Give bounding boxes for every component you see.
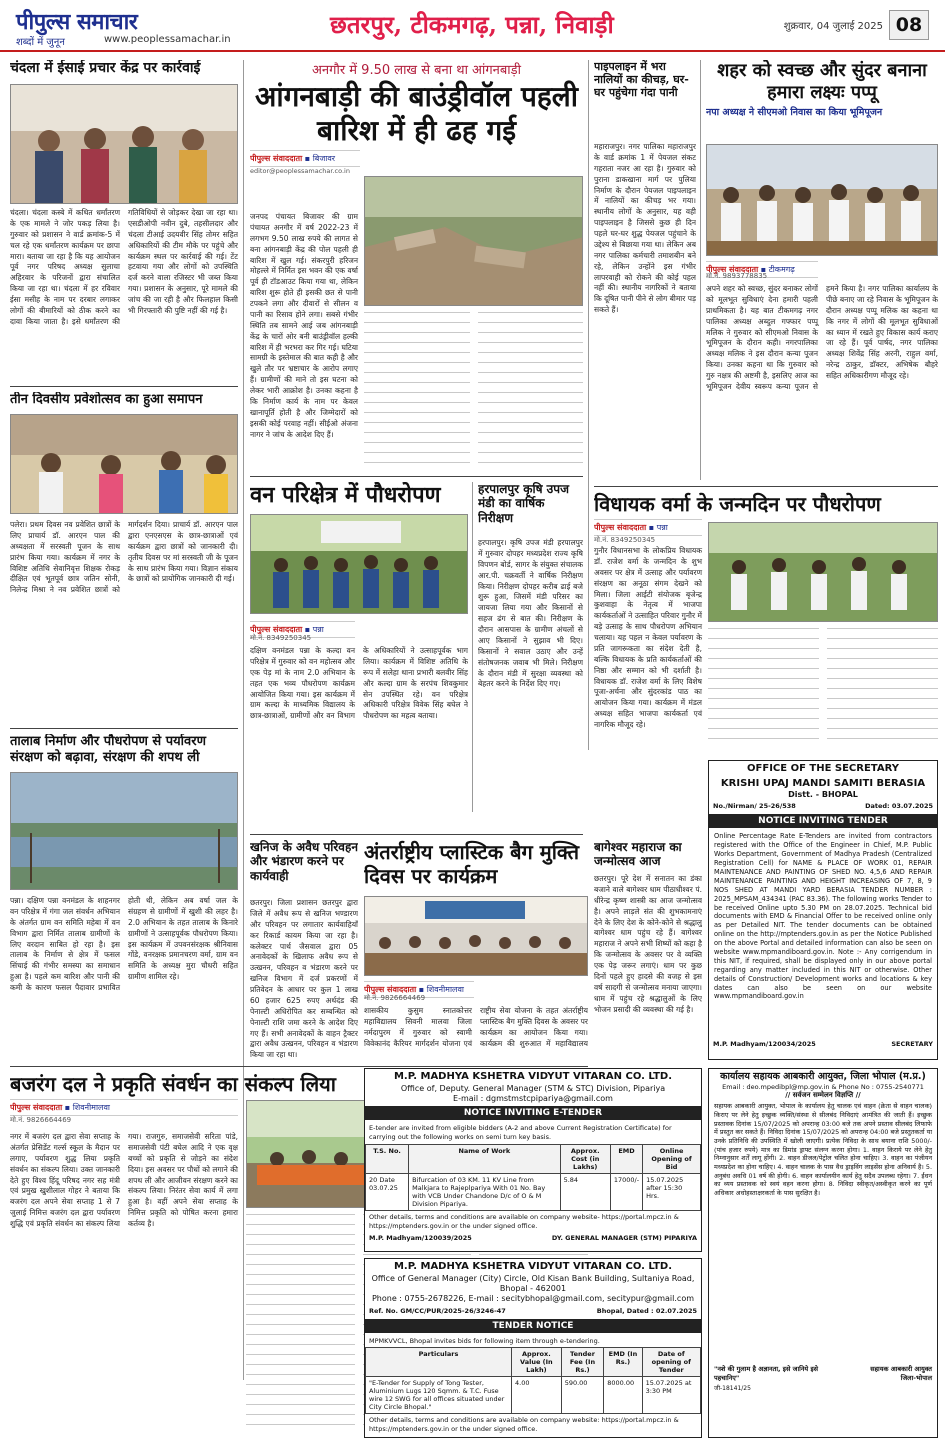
table-header: Tender Fee (In Rs.): [561, 1348, 604, 1377]
notice-email: Email : deo.mpedibpl@mp.gov.in & Phone No : 0755-2540771: [722, 1082, 924, 1091]
story-anganwadi: [250, 60, 583, 470]
photo-church-raid: [10, 84, 238, 204]
table-header-row: [366, 1144, 701, 1173]
story-body: नगर में बजरंग दल द्वारा सेवा सप्ताह के अंतर्गत प्रेसिडेंट गर्ल्स स्कूल के मैदान पर लगाए, पर्यावरण शुद्ध लिया प्रकृति संवर्धन का संकल्प लिया। उक्त जानकारी देते हुए विश्व हिंदू परिषद नगर सह मंत्री एवं प्रमुख खुशीलाल गोहर ने बताया कि बजरंग दल अपने सेवा सप्ताह 1 से 7 जुलाई निमित्त बजरंग दल द्वारा पर्यावरण शुद्धि एवं प्रकृति संवर्धन का संकल्प लिया गया। राजगुरु, समाजसेवी सरिता पांडे, समाजसेवी पंटी बघेल आदि ने एक वृक्ष बच्चों को प्रकृति से जोड़ने का संदेश दिया। इस अवसर पर पौधों को लगाने की शपथ ली और आजीवन संरक्षण करने का संकल्प लिया। निरंतर सेवा कार्य में लगा हुआ है। वहीं अपने सेवा सप्ताह के निमित्त प्रकृति को पोषित करना हमारा कर्तव्य है।: [10, 1132, 238, 1228]
story-kicker: अनगौर में 9.50 लाख से बना था आंगनबाड़ी: [311, 63, 521, 78]
divider: [250, 834, 583, 835]
site-url[interactable]: www.peoplessamachar.in: [104, 34, 231, 45]
photo-van-image: [251, 515, 468, 614]
byline: पीपुल्स संवाददाता ▪ टीकमगढ़: [706, 261, 818, 278]
byline: पीपुल्स संवाददाता ▪ बिजावर: [250, 150, 360, 167]
notice-sign-2: जिला-भोपाल: [900, 1374, 932, 1383]
notice-signatory: [870, 1364, 932, 1382]
story-plastic: [364, 840, 588, 1060]
tender-footer-left: M.P. Madhyam/120034/2025: [713, 1040, 816, 1049]
reporter-mobile: मो.नं. 9893778835: [706, 272, 768, 280]
table-cell: 17000/-: [610, 1173, 642, 1210]
story-body: जनपद पंचायत बिजावर की ग्राम पंचायत अनगौर में वर्ष 2022-23 में लगभग 9.50 लाख रुपये की लागत से बना आंगनबाड़ी केंद्र की पोल पहली ही बारिश में खुल गई। संकरपुरी हरिजन मोहल्ले में निर्मित इस भवन की एक वर्षा पूर्व ही टॉडआउट किया गया था, लेकिन बारिश शुरू होते ही इसकी छत से पानी टपकने लगा और दीवारों से सीलन व पानी का रिसाव होने लगा। सबसे गंभीर स्थिति तब सामने आई जब आंगनबाड़ी केंद्र के चारों ओर बनी बाउंड्रीवॉल हल्की बारिश में ही भरभरा कर गिर गई। घटिया सामग्री के इस्तेमाल की बात कही है और खुले तौर पर भ्रष्टाचार के आरोप लगाए हैं। ग्रामीणों की माने तो इस घटना को लेकर भारी आक्रोश है। उनका कहना है कि निर्माण कार्य के नाम पर केवल खानापूर्ति होती है और जिम्मेदारों को इसकी कोई परवाह नहीं। सीईओ अंजना नागर ने जांच के आदेश दिए हैं।: [250, 212, 358, 439]
tender-org: M.P. MADHYA KSHETRA VIDYUT VITARAN CO. LTD.: [393, 1071, 673, 1082]
story-shahar: [706, 60, 938, 480]
photo-van: [250, 514, 468, 614]
tender-table: [365, 1347, 701, 1414]
story-body: पन्ना। दक्षिण पन्ना वनमंडल के शाहनगर वन परिक्षेत्र में गंगा जल संवर्धन अभियान के अंतर्गत ग्राम वन समिति महेबा में वन विभाग द्वारा निर्मित तालाब ग्रामीणों के लिए वरदान साबित हो रहा है। इस तालाब के निर्माण से क्षेत्र में फसल सिंचाई की गंभीर समस्या का समाधान हुआ है। पहले कम बारिश और पानी की कमी के कारण फसल पैदावार प्रभावित होती थी, लेकिन अब वर्षा जल के संग्रहण से ग्रामीणों में खुशी की लहर है। 2.0 अभियान के तहत तालाब के किनारे ग्रामीणों ने उत्साहपूर्वक पौधरोपण किया। इस कार्यक्रम में उपवनसंरक्षक श्रीनिवास गोंडे, वनरक्षक प्रमानचरण वर्मा, ग्राम वन समिति के अध्यक्ष मुरा चौधरी सहित ग्रामीण शामिल रहे।: [10, 896, 238, 992]
tender-footer: [709, 1038, 937, 1050]
photo-anganwadi-wall: [364, 176, 583, 306]
story-body-continued: [708, 628, 938, 754]
story-bageshwar: [594, 840, 702, 1060]
byline-paper: पीपुल्स संवाददाता: [250, 154, 303, 164]
tender-no: No./Nirman/ 25-26/538: [713, 802, 796, 811]
issue-date: शुक्रवार, 04 जुलाई 2025: [783, 21, 883, 32]
divider: [594, 486, 938, 487]
photo-vidhayak: [708, 522, 938, 622]
story-body: अपने शहर को स्वच्छ, सुंदर बनाकर लोगों को मूलभूत सुविधाएं देना हमारी पहली प्राथमिकता है। यह बात टीकमगढ़ नगर पालिका अध्यक्ष अब्दुल गफ्फार पप्पू मलिक ने गुरुवार को सीएमओ निवास के भूमिपूजन के दौरान कही। नगरपालिका अध्यक्ष मलिक ने इस दौरान कन्या पूजन किया। उनका कहना था कि गुरुवार को गुरु नक्षत्र की अष्टमी है, इसलिए आज का भूमिपूजन देवीय स्वरूप कन्या पूजन से हमने किया है। नगर पालिका कार्यालय के पीछे बनाए जा रहे निवास के भूमिपूजन के दौरान अध्यक्ष पप्पू मलिक का कहना था कि नगर में लोगों की मूलभूत सुविधाओं का ध्यान में रखते हुए विकास कार्य कराए जा रहे हैं। पूर्व पार्षद, नगर पालिका अध्यक्ष शिवेंद्र सिंह अरनी, राहुल वर्मा, नरेन्द्र ठाकुर, डॉक्टर, अभिषेक बौहरे सहित अधिकारीगण मौजूद रहे।: [706, 284, 938, 391]
byline: पीपुल्स संवाददाता ▪ शिवनीमालवा: [364, 981, 474, 998]
lead-headline[interactable]: आंगनबाड़ी की बाउंड्रीवॉल पहली बारिश में ही ढह गई: [254, 80, 579, 147]
story-subhead: नपा अध्यक्ष ने सीएमओ निवास का किया भूमिपूजन: [706, 107, 883, 119]
table-cell: "E-Tender for Supply of Tong Tester, Aluminium Lugs 120 Sqmm. & T.C. Fuse wire 12 SWG for all offices situated under City Circle Bhopal.": [366, 1377, 512, 1414]
column-rule: [700, 60, 701, 480]
tender-office: Office of, Deputy. General Manager (STM & STC) Division, Pipariya: [400, 1083, 666, 1093]
tender-body: Online Percentage Rate E-Tenders are invited from contractors registered with the Office of the Engineer in Chief, M.P. Public Works Department, Government of Madhya Pradesh (Centralized Registration Cell) for NAME & PLACE OF WORK 01, REPAIR MAINTENANCE AND PAINTING OF SHED NO. 4,5,6 AND REPAIR MAINTENANCE PAINTING AND HEIGHT INCREASING OF 7, 8, 9 NOS SHED AT MANDI YARD BERASIA TENDER NUMBER : 2025_MPSAM_434341 (PAC 83.36). The following works Tender to be received Online upto 5.30 PM on 28.07.2025. Technical bid documents with EMD & Financial Offer to be received online only as per Detailed NIT. The tender documents can be obtained online on the http://mptenders.gov.in as per the Notice Published on the above Portal and detailed information can also be seen on website www.mpmandiboard.gov.in. Note :- Any corrigendum in this NIT, if required, shall be displayed only in our above portal regarding any matter included in this NIT or otherwise. Other details of Construction/ Development works and locations & key dates can also be seen on our website www.mpmandiboard.gov.in: [714, 832, 932, 1001]
table-cell: Bifurcation of 03 KM. 11 KV Line from Malkjara to Rajeplpariya With 01 No. Bay with VCB Under Chandone D/c of O & M Division Pipariya.: [409, 1173, 560, 1210]
divider: [10, 386, 238, 387]
tender-footer: [365, 1232, 701, 1244]
table-header: Particulars: [366, 1348, 512, 1377]
tender-intro: MPMKVVCL, Bhopal invites bids for following item through e-tendering.: [369, 1336, 600, 1345]
tender-district: Distt. - BHOPAL: [788, 790, 858, 799]
story-pipeline: [594, 60, 696, 480]
tender-note: Other details, terms and conditions are available on company website: https://portal.mpcz.in & https://mptenders.gov.in or the under signed office.: [369, 1416, 679, 1434]
table-header-row: [366, 1348, 701, 1377]
column-rule: [588, 60, 589, 750]
table-cell: 590.00: [561, 1377, 604, 1414]
photo-shahar: [706, 144, 938, 256]
region-title: छतरपुर, टीकमगढ़, पन्ना, निवाड़ी: [330, 10, 614, 39]
story-body: छतरपुर। पूरे देश में सनातन का डंका बजाने वाले बागेश्वर धाम पीठाधीश्वर पं. धीरेन्द्र कृष्ण शास्त्री का आज जन्मोत्सव है। अपने लाड़ले संत की शुभकामनाएं देने के लिए देश के कोने-कोने से श्रद्धालु बागेश्वर धाम पहुंच रहे हैं। बागेश्वर महाराज ने अपने सभी शिष्यों को कहा है कि जन्मोत्सव के अवसर पर वे व्यक्ति एक पेड़ जरूर लगाएं। धाम पर कुछ दिनों पहले हुए हादसे की वजह से इस वर्ष सादगी से जन्मोत्सव मनाया जाएगा। धाम में पहुंच रहे श्रद्धालुओं के लिए भोजन प्रसादी की व्यवस्था की गई है।: [594, 874, 702, 1014]
byline: पीपुल्स संवाददाता ▪ पन्ना: [594, 519, 702, 536]
tender-office: Office of General Manager (City) Circle, Old Kisan Bank Building, Sultaniya Road, Bhopal - 462001: [371, 1273, 695, 1293]
reporter-mobile: मो.नं. 8349250345: [594, 536, 656, 544]
byline-place: पन्ना: [312, 625, 324, 634]
photo-plastic-image: [365, 897, 588, 976]
brand-tagline: शब्दों में जुनून: [16, 37, 65, 48]
photo-talab: [10, 772, 238, 890]
story-body: छतरपुर। जिला प्रशासन छतरपुर द्वारा जिले में अवैध रूप से खनिज भण्डारण और परिवहन पर लगातार कार्यवाहियाँ कर रिकार्ड कायम किया जा रहा है। कलेक्टर पार्थ जैसवाल द्वारा 05 अनावेदकों के खिलाफ अवैध रूप से उत्खनन, परिवहन व भंडारण करने पर खनिज विभाग में दर्ज प्रकरणों में प्रतिवेदन के आधार पर कुल 1 लाख 60 हजार 625 रुपए अर्थदंड की पेनाल्टी अधिरोपित कर सम्बन्धित को पेनाल्टी राशि जमा करने के आदेश दिए गए हैं। सभी अनावेदकों के वाहन ट्रैक्टर द्वारा अवैध उत्खनन, परिवहन व भंडारण किया जा रहा था।: [250, 898, 358, 1060]
tender-office: OFFICE OF THE SECRETARY: [747, 763, 899, 774]
table-cell: 20 Date 03.07.25: [366, 1173, 409, 1210]
tender-footer-left: M.P. Madhyam/120039/2025: [369, 1234, 472, 1243]
story-body: दक्षिण वनमंडल पन्ना के कल्दा वन परिक्षेत्र में गुरुवार को वन महोत्सव और एक पेड़ मां के नाम 2.0 अभियान के तहत एक भव्य पौधरोपण कार्यक्रम आयोजित किया गया। इस कार्यक्रम में ग्राम कल्दा के माध्यमिक विद्यालय के छात्र-छात्राओं, ग्रामीणों और वन विभाग के अधिकारियों ने उत्साहपूर्वक भाग लिया। कार्यक्रम में विशिष्ट अतिथि के रूप में सलेहा थाना प्रभारी बलवीर सिंह और कल्दा ग्राम के सरपंच शिवकुमार सेन उपस्थित रहे। वन परिक्षेत्र अधिकारी परिक्षेत्र विवेक सिंह बघेल ने पौधरोपण का महत्व बताया।: [250, 646, 468, 721]
table-row: [366, 1173, 701, 1210]
story-headline[interactable]: वन परिक्षेत्र में पौधरोपण: [250, 482, 441, 508]
table-header: EMD: [610, 1144, 642, 1173]
tender-title: NOTICE INVITING E-TENDER: [365, 1106, 701, 1120]
photo-plastic: [364, 896, 588, 976]
tender-email[interactable]: E-mail : dgmstmstcpipariya@gmail.com: [453, 1093, 613, 1103]
notice-aabkari: [708, 1068, 938, 1438]
byline: पीपुल्स संवाददाता ▪ पन्ना: [250, 621, 355, 638]
divider: [10, 728, 238, 729]
story-headline[interactable]: बागेश्वर महाराज का जन्मोत्सव आज: [594, 840, 682, 869]
story-headline[interactable]: बजरंग दल ने प्रकृति संवर्धन का संकल्प लिया: [10, 1072, 336, 1096]
photo-vidhayak-image: [709, 523, 938, 622]
story-body: महाराजपुर। नगर पालिका महाराजपुर के वार्ड क्रमांक 1 में पेयजल संकट गहराता नजर आ रहा है। गुरुवार को पुराना डाकखाना मार्ग पर पुलिया निर्माण के दौरान पेयजल पाइपलाइन में नालियों का कीचड़ भर गया। स्थानीय लोगों के अनुसार, यह वही पाइपलाइन है जिससे कुछ ही दिन पहले घर-घर शुद्ध पेयजल पहुंचाने के उद्देश्य से बिछाया गया था। लेकिन अब नगर पालिका कर्मचारी तमाशबीन बने रहे, लेकिन उन्होंने इस गंभीर लापरवाही को रोकने की कोई पहल नहीं की। स्थानीय नागरिकों ने बताया कि दूषित पानी पीने से लोग बीमार पड़ सकते हैं।: [594, 142, 696, 315]
table-header: Date of opening of Tender: [642, 1348, 700, 1377]
reporter-mobile: मो.नं. 8349250345: [250, 634, 312, 642]
story-headline[interactable]: विधायक वर्मा के जन्मदिन पर पौधरोपण: [594, 492, 881, 516]
tender-phone: Phone : 0755-2678226, E-mail : secitybhopal@gmail.com, secitypur@gmail.com: [371, 1294, 694, 1304]
page-number: 08: [889, 10, 929, 40]
tender-vidyut-pipariya: [364, 1068, 702, 1252]
table-cell: 15.07.2025 after 15:30 Hrs.: [643, 1173, 701, 1210]
tender-org: M.P. MADHYA KSHETRA VIDYUT VITARAN CO. LTD.: [393, 1261, 673, 1272]
tender-title: NOTICE INVITING TENDER: [709, 814, 937, 828]
table-row: [366, 1377, 701, 1414]
tender-footer-right: SECRETARY: [891, 1040, 933, 1049]
story-church: [10, 60, 238, 378]
story-vidhayak: [594, 492, 938, 754]
byline-place: टीकमगढ़: [768, 265, 795, 274]
story-headline[interactable]: तालाब निर्माण और पौधरोपण से पर्यावरण संरक्षण को बढ़ावा, संरक्षण की शपथ ली: [10, 734, 206, 765]
tender-ref: Ref. No. GM/CC/PUR/2025-26/3246-47: [369, 1306, 506, 1315]
story-headline[interactable]: खनिज के अवैध परिवहन और भंडारण करने पर कार्यवाही: [250, 840, 358, 883]
brand-logo[interactable]: पीपुल्स समाचार: [16, 9, 138, 35]
story-headline[interactable]: तीन दिवसीय प्रवेशोत्सव का हुआ समापन: [10, 392, 203, 407]
byline-paper: पीपुल्स संवाददाता: [250, 625, 303, 634]
byline-place: पन्ना: [656, 523, 668, 532]
table-header: EMD (In Rs.): [604, 1348, 642, 1377]
byline-paper: पीपुल्स संवाददाता: [364, 985, 417, 994]
masthead: [0, 0, 945, 52]
table-header: Approx. Value (In Lakh): [512, 1348, 562, 1377]
byline-place: बिजावर: [312, 154, 336, 164]
byline-paper: पीपुल्स संवाददाता: [10, 1103, 63, 1112]
story-body: गुनौर विधानसभा के लोकप्रिय विधायक डॉ. राजेश वर्मा के जन्मदिन के शुभ अवसर पर क्षेत्र में उत्साह और पर्यावरण संरक्षण का अनूठा संगम देखने को मिला। जिला आईटी संयोजक बृजेन्द्र कुशवाहा के नेतृत्व में भाजपा कार्यकर्ताओं ने उत्साहित परिवार गुनौर में बड़े उत्साह के साथ पौधरोपण अभियान चलाया। यह पहल न केवल पर्यावरण के प्रति जागरूकता का संदेश देती है, बल्कि विधायक के प्रति कार्यकर्ताओं की निष्ठा और सम्मान को भी दर्शाती है। विधायक डॉ. राजेश वर्मा के लिए विशेष पूजा-अर्चना और सुंदरकांड पाठ का आयोजन किया गया। कार्यक्रम में मंडल अध्यक्ष सहित भाजपा कार्यकर्ता एवं नागरिक मौजूद रहे।: [594, 546, 702, 729]
story-harpalpur: [478, 482, 583, 822]
tender-date: Bhopal, Dated : 02.07.2025: [596, 1306, 697, 1315]
notice-ref: जी-18141/25: [714, 1385, 751, 1393]
tender-ref-row: [709, 800, 937, 812]
story-body-continued: [364, 312, 583, 470]
reporter-mobile: मो.नं. 9826664469: [10, 1116, 72, 1124]
story-headline[interactable]: अंतर्राष्ट्रीय प्लास्टिक बैग मुक्ति दिवस पर कार्यक्रम: [364, 840, 579, 888]
story-headline[interactable]: चंदला में ईसाई प्रचार केंद्र पर कार्रवाई: [10, 60, 201, 76]
story-khanij: [250, 840, 358, 1060]
tender-ref-row: [365, 1305, 701, 1317]
notice-title: कार्यालय सहायक आबकारी आयुक्त, जिला भोपाल (म.प्र.): [720, 1071, 926, 1082]
byline-place: शिवनीमालवा: [72, 1103, 110, 1112]
byline-paper: पीपुल्स संवाददाता: [706, 265, 759, 274]
column-rule: [472, 482, 473, 812]
tender-table: [365, 1144, 701, 1211]
tender-date: Dated: 03.07.2025: [865, 802, 933, 811]
story-body: हरपालपुर। कृषि उपज मंडी हरपालपुर में गुरुवार दोपहर मध्यप्रदेश राज्य कृषि विपणन बोर्ड, सागर के संयुक्त संचालक आर.पी. चक्रवर्ती ने वार्षिक निरीक्षण किया। निरीक्षण दोपहर करीब ढाई बजे शुरू हुआ, जिसमें मंडी परिसर का जायजा लिया गया और किसानों से सहज ढंग से बात की। निरीक्षण के दौरान आसपास के ग्रामीण अंचलों से आए किसानों ने सुझाव भी दिए। किसानों ने सवाल उठाए और उन्हें संतोषजनक जवाब भी मिले। निरीक्षण के दौरान मंडी में सुरक्षा व्यवस्था को बेहतर करने के निर्देश दिए गए।: [478, 538, 583, 689]
table-header: Approx. Cost (in Lakhs): [560, 1144, 610, 1173]
story-talab: [10, 734, 238, 1060]
table-header: Online Opening of Bid: [643, 1144, 701, 1173]
photo-pravesh-image: [11, 415, 238, 514]
tender-org: KRISHI UPAJ MANDI SAMITI BERASIA: [720, 777, 926, 789]
reporter-mobile: मो.नं. 9826664469: [364, 994, 426, 1002]
table-header: T.S. No.: [366, 1144, 409, 1173]
story-pravesh: [10, 392, 238, 722]
notice-body: सहायक आबकारी आयुक्त, भोपाल के कार्यालय हेतु चालक एवं वाहन (क्रेता से वाहन चालक) किराए पर लेने हेतु इच्छुक व्यक्ति/संस्था से सीलबंद निविदाएं आमंत्रित की जाती हैं। इच्छुक प्रस्तावक दिनांक 15/07/2025 को अपरान्ह 03:00 बजे तक अपने प्रस्ताव सीलबंद लिफाफे में प्रस्तुत कर सकते हैं। निविदा दिनांक 15/07/2025 को अपरान्ह 04:00 बजे प्रस्तुतकर्ता या उनके प्रतिनिधि की उपस्थिति में खोली जाएगी। प्रत्येक निविदा के साथ बयाना राशि 5000/- (पांच हजार रुपये) मात्र का डिमांड ड्राफ्ट संलग्न करना होगा। 1. वाहन किराये पर लेने हेतु निम्नानुसार शर्तें लागू होंगी। 2. वाहन डीजल/पेट्रोल चलित होना चाहिए। 3. वाहन का पंजीयन मध्यप्रदेश का होना चाहिए। 4. वाहन चालक के पास वैध ड्राइविंग लाइसेंस होना अनिवार्य है। 5. अनुबंध अवधि 01 वर्ष की होगी। 6. वाहन कार्यालयीन कार्य हेतु सदैव उपलब्ध रहेगा। 7. ईंधन का व्यय प्रस्तावक को स्वयं वहन करना होगा। 8. निविदा स्वीकृत/अस्वीकृत करने का पूर्ण अधिकार अधोहस्ताक्षरकर्ता के पास सुरक्षित है।: [714, 1102, 932, 1197]
byline-place: शिवनीमालवा: [426, 985, 464, 994]
notice-slogan: "नशे की गुलाम है अज्ञानता, इसे जानिये इसे पहचानिए": [714, 1365, 819, 1383]
photo-talab-image: [11, 773, 238, 890]
story-body: चंदला। चंदला कस्बे में कथित धर्मांतरण के एक मामले ने जोर पकड़ लिया है। गुरुवार को प्रशासन ने वार्ड क्रमांक-5 में चल रहे एक धर्मांतरण कार्यक्रम पर छापा मारा। बताया जा रहा है कि यह आयोजन पूर्व नगर परिषद अध्यक्ष सुलाचा अहिरवार के परिजनों द्वारा संचालित किया जा रहा था। चंदला में हर रविवार ईसा मसीह के नाम पर दरबार लगाकर लोगों की बीमारियों को ठीक करने का दावा किया जाता है। इसे धर्मांतरण की गतिविधियों से जोड़कर देखा जा रहा था। एसडीओपी नवीन दुबे, तहसीलदार और चंदला टीआई उदयवीर सिंह तोमर सहित अधिकारियों की टीम मौके पर पहुंचे और कार्यक्रम स्थल पर कार्रवाई की गई। टेंट हटवाया गया और लोगों को उपस्थिति दर्ज करने वाला रजिस्टर भी जब्त किया गया। प्रशासन के अनुसार, पूरे मामले की जांच की जा रही है और फिलहाल किसी भी गिरफ्तारी की पुष्टि नहीं की गई है।: [10, 208, 238, 326]
editor-email[interactable]: editor@peoplessamachar.co.in: [250, 167, 350, 176]
table-cell: 15.07.2025 at 3:30 PM: [642, 1377, 700, 1414]
notice-sign-1: सहायक आबकारी आयुक्त: [870, 1365, 932, 1374]
table-header: Name of Work: [409, 1144, 560, 1173]
notice-sub: // सर्वजन सम्मेलन विज्ञप्ति //: [785, 1091, 861, 1100]
photo-shahar-image: [707, 145, 938, 256]
byline-paper: पीपुल्स संवाददाता: [594, 523, 647, 532]
tender-footer-right: DY. GENERAL MANAGER (STM) PIPARIYA: [551, 1234, 697, 1243]
story-body: शासकीय कुसुम स्नातकोत्तर महाविद्यालय सिवनी मालवा जिला नर्मदापुरम में गुरुवार को स्वामी विवेकानंद कैरियर मार्गदर्शन योजना एवं राष्ट्रीय सेवा योजना के तहत अंतर्राष्ट्रीय प्लास्टिक बैग मुक्ति दिवस के अवसर पर कार्यक्रम का आयोजन किया गया। कार्यक्रम की शुरुआत में महाविद्यालय: [364, 1006, 588, 1048]
photo-pravesh: [10, 414, 238, 514]
notice-footer: [709, 1362, 937, 1384]
tender-footer: [365, 1436, 701, 1438]
byline: पीपुल्स संवाददाता ▪ शिवनीमालवा: [10, 1099, 238, 1116]
story-headline[interactable]: पाइपलाइन में भरा नालियों का कीचड़, घर-घर पहुंचेगा गंदा पानी: [594, 60, 689, 100]
story-headline[interactable]: शहर को स्वच्छ और सुंदर बनाना हमारा लक्ष्यः पप्पू: [717, 60, 927, 103]
tender-title: TENDER NOTICE: [365, 1319, 701, 1333]
tender-vidyut-bhopal: [364, 1258, 702, 1438]
tender-intro: E-tender are invited from eligible bidders (A-2 and above Current Registration Certificate) for carrying out the following works on semi turn key basis.: [369, 1124, 672, 1142]
table-cell: 4.00: [512, 1377, 562, 1414]
photo-church-raid-image: [11, 85, 238, 204]
divider: [10, 1066, 588, 1067]
divider: [250, 476, 583, 477]
story-headline[interactable]: हरपालपुर कृषि उपज मंडी का वार्षिक निरीक्षण: [478, 482, 569, 525]
table-cell: 5.84: [560, 1173, 610, 1210]
story-body: पलेरा। प्रथम दिवस नव प्रवेशित छात्रों के लिए प्राचार्य डॉ. आरएन पाल की अध्यक्षता में सरस्वती पूजन के साथ प्रारंभ किया गया। कार्यक्रम में नगर के विशिष्ट अतिथि सेवानिवृत्त शिक्षक रोकड़ दीक्षित एवं भूतपूर्व छात्र जतिन सोनी, निलेन्द्र मिश्रा ने नव प्रवेशित छात्रों को मार्गदर्शन दिया। प्राचार्य डॉ. आरएन पाल द्वारा एनएसएस के छात्र-छात्राओं एवं कार्यक्रम द्वारा छात्रों को जानकारी दी। तृतीय दिवस पर मां सरस्वती जी के पूजन के साथ प्रारंभ किया गया। विज्ञान संकाय के छात्रों को प्रायोगिक जानकारी दी गई।: [10, 520, 238, 595]
photo-anganwadi-wall-image: [365, 177, 583, 306]
tender-note: Other details, terms and conditions are available on company website- https://portal.mpcz.in & https://mptenders.gov.in or the under signed office.: [369, 1212, 679, 1230]
story-van: [250, 482, 468, 828]
table-cell: 8000.00: [604, 1377, 642, 1414]
tender-krishi-mandi: [708, 760, 938, 1060]
